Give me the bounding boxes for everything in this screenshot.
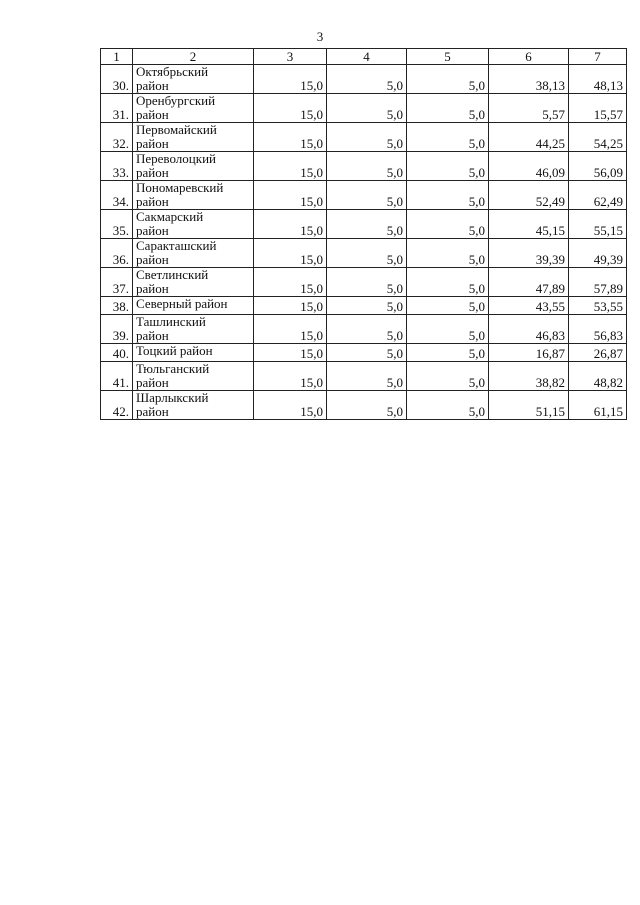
cell-c3: 15,0 [254,362,327,391]
district-name-line: Шарлыкский [136,390,209,405]
cell-c5: 5,0 [407,123,489,152]
district-name-line: Тюльганский [136,361,210,376]
cell-c6: 52,49 [489,181,569,210]
district-name-line: район [136,223,169,238]
cell-c6: 44,25 [489,123,569,152]
district-name [133,268,254,297]
cell-c4: 5,0 [327,344,407,362]
table-row [101,210,627,239]
header-cell-6: 6 [489,49,569,65]
cell-c5: 5,0 [407,94,489,123]
cell-c7: 15,57 [569,94,627,123]
row-number: 39. [101,315,133,344]
district-table [100,48,627,420]
row-number: 33. [101,152,133,181]
table-row [101,239,627,268]
cell-c7: 26,87 [569,344,627,362]
row-number: 37. [101,268,133,297]
district-name [133,391,254,420]
row-number: 36. [101,239,133,268]
district-name [133,239,254,268]
district-name [133,181,254,210]
cell-c7: 54,25 [569,123,627,152]
cell-c7: 53,55 [569,297,627,315]
cell-c7: 48,82 [569,362,627,391]
cell-c7: 48,13 [569,65,627,94]
cell-c4: 5,0 [327,181,407,210]
district-name [133,210,254,239]
cell-c3: 15,0 [254,152,327,181]
row-number: 31. [101,94,133,123]
cell-c3: 15,0 [254,315,327,344]
cell-c6: 45,15 [489,210,569,239]
cell-c4: 5,0 [327,210,407,239]
row-number: 35. [101,210,133,239]
cell-c3: 15,0 [254,344,327,362]
cell-c4: 5,0 [327,123,407,152]
district-name [133,65,254,94]
cell-c5: 5,0 [407,297,489,315]
cell-c3: 15,0 [254,94,327,123]
district-name [133,123,254,152]
cell-c4: 5,0 [327,362,407,391]
district-name-line: район [136,78,169,93]
cell-c5: 5,0 [407,315,489,344]
cell-c7: 56,83 [569,315,627,344]
cell-c5: 5,0 [407,239,489,268]
district-name-line: Пономаревский [136,180,224,195]
cell-c7: 61,15 [569,391,627,420]
table-row [101,94,627,123]
district-name-line: Ташлинский [136,314,206,329]
cell-c5: 5,0 [407,391,489,420]
cell-c4: 5,0 [327,239,407,268]
district-name-line: Саракташский [136,238,217,253]
cell-c7: 57,89 [569,268,627,297]
cell-c5: 5,0 [407,152,489,181]
cell-c7: 55,15 [569,210,627,239]
district-name [133,362,254,391]
district-name-line: район [136,136,169,151]
district-name [133,152,254,181]
cell-c7: 49,39 [569,239,627,268]
district-name-line: район [136,107,169,122]
header-cell-2: 2 [133,49,254,65]
table-row [101,344,627,362]
district-name-line: район [136,252,169,267]
district-name-line: район [136,328,169,343]
header-cell-4: 4 [327,49,407,65]
district-name [133,315,254,344]
row-number: 32. [101,123,133,152]
cell-c6: 51,15 [489,391,569,420]
table-row [101,362,627,391]
district-name [133,94,254,123]
row-number: 34. [101,181,133,210]
district-name-line: Переволоцкий [136,151,216,166]
cell-c6: 47,89 [489,268,569,297]
cell-c4: 5,0 [327,315,407,344]
district-name-line: Октябрьский [136,64,209,79]
table-row [101,181,627,210]
row-number: 41. [101,362,133,391]
cell-c6: 43,55 [489,297,569,315]
cell-c7: 56,09 [569,152,627,181]
district-name-line: Первомайский [136,122,217,137]
district-name [133,297,254,315]
cell-c6: 16,87 [489,344,569,362]
table-body [101,49,627,420]
cell-c6: 46,83 [489,315,569,344]
cell-c5: 5,0 [407,268,489,297]
cell-c6: 39,39 [489,239,569,268]
cell-c4: 5,0 [327,268,407,297]
district-name-line: Тоцкий район [136,343,213,358]
cell-c3: 15,0 [254,181,327,210]
cell-c3: 15,0 [254,297,327,315]
row-number: 42. [101,391,133,420]
district-name-line: Оренбургский [136,93,216,108]
cell-c4: 5,0 [327,297,407,315]
district-name-line: Северный район [136,296,228,311]
cell-c4: 5,0 [327,152,407,181]
district-name-line: район [136,194,169,209]
page-number: 3 [316,29,324,44]
table-row [101,123,627,152]
cell-c5: 5,0 [407,181,489,210]
cell-c4: 5,0 [327,391,407,420]
cell-c7: 62,49 [569,181,627,210]
cell-c3: 15,0 [254,239,327,268]
header-cell-7: 7 [569,49,627,65]
cell-c6: 38,13 [489,65,569,94]
district-name-line: район [136,165,169,180]
cell-c6: 38,82 [489,362,569,391]
header-cell-3: 3 [254,49,327,65]
cell-c3: 15,0 [254,65,327,94]
cell-c6: 5,57 [489,94,569,123]
cell-c4: 5,0 [327,94,407,123]
district-name [133,344,254,362]
table-row [101,65,627,94]
district-name-line: район [136,281,169,296]
table-row [101,391,627,420]
table-row [101,315,627,344]
header-cell-1: 1 [101,49,133,65]
cell-c5: 5,0 [407,344,489,362]
cell-c3: 15,0 [254,123,327,152]
table-header-row [101,49,627,65]
table-row [101,152,627,181]
cell-c3: 15,0 [254,210,327,239]
district-name-line: район [136,375,169,390]
district-name-line: Сакмарский [136,209,204,224]
row-number: 38. [101,297,133,315]
table-row [101,297,627,315]
district-name-line: Светлинский [136,267,209,282]
cell-c5: 5,0 [407,362,489,391]
table-row [101,268,627,297]
district-name-line: район [136,404,169,419]
cell-c4: 5,0 [327,65,407,94]
cell-c5: 5,0 [407,210,489,239]
cell-c3: 15,0 [254,268,327,297]
row-number: 30. [101,65,133,94]
header-cell-5: 5 [407,49,489,65]
cell-c6: 46,09 [489,152,569,181]
row-number: 40. [101,344,133,362]
cell-c5: 5,0 [407,65,489,94]
cell-c3: 15,0 [254,391,327,420]
